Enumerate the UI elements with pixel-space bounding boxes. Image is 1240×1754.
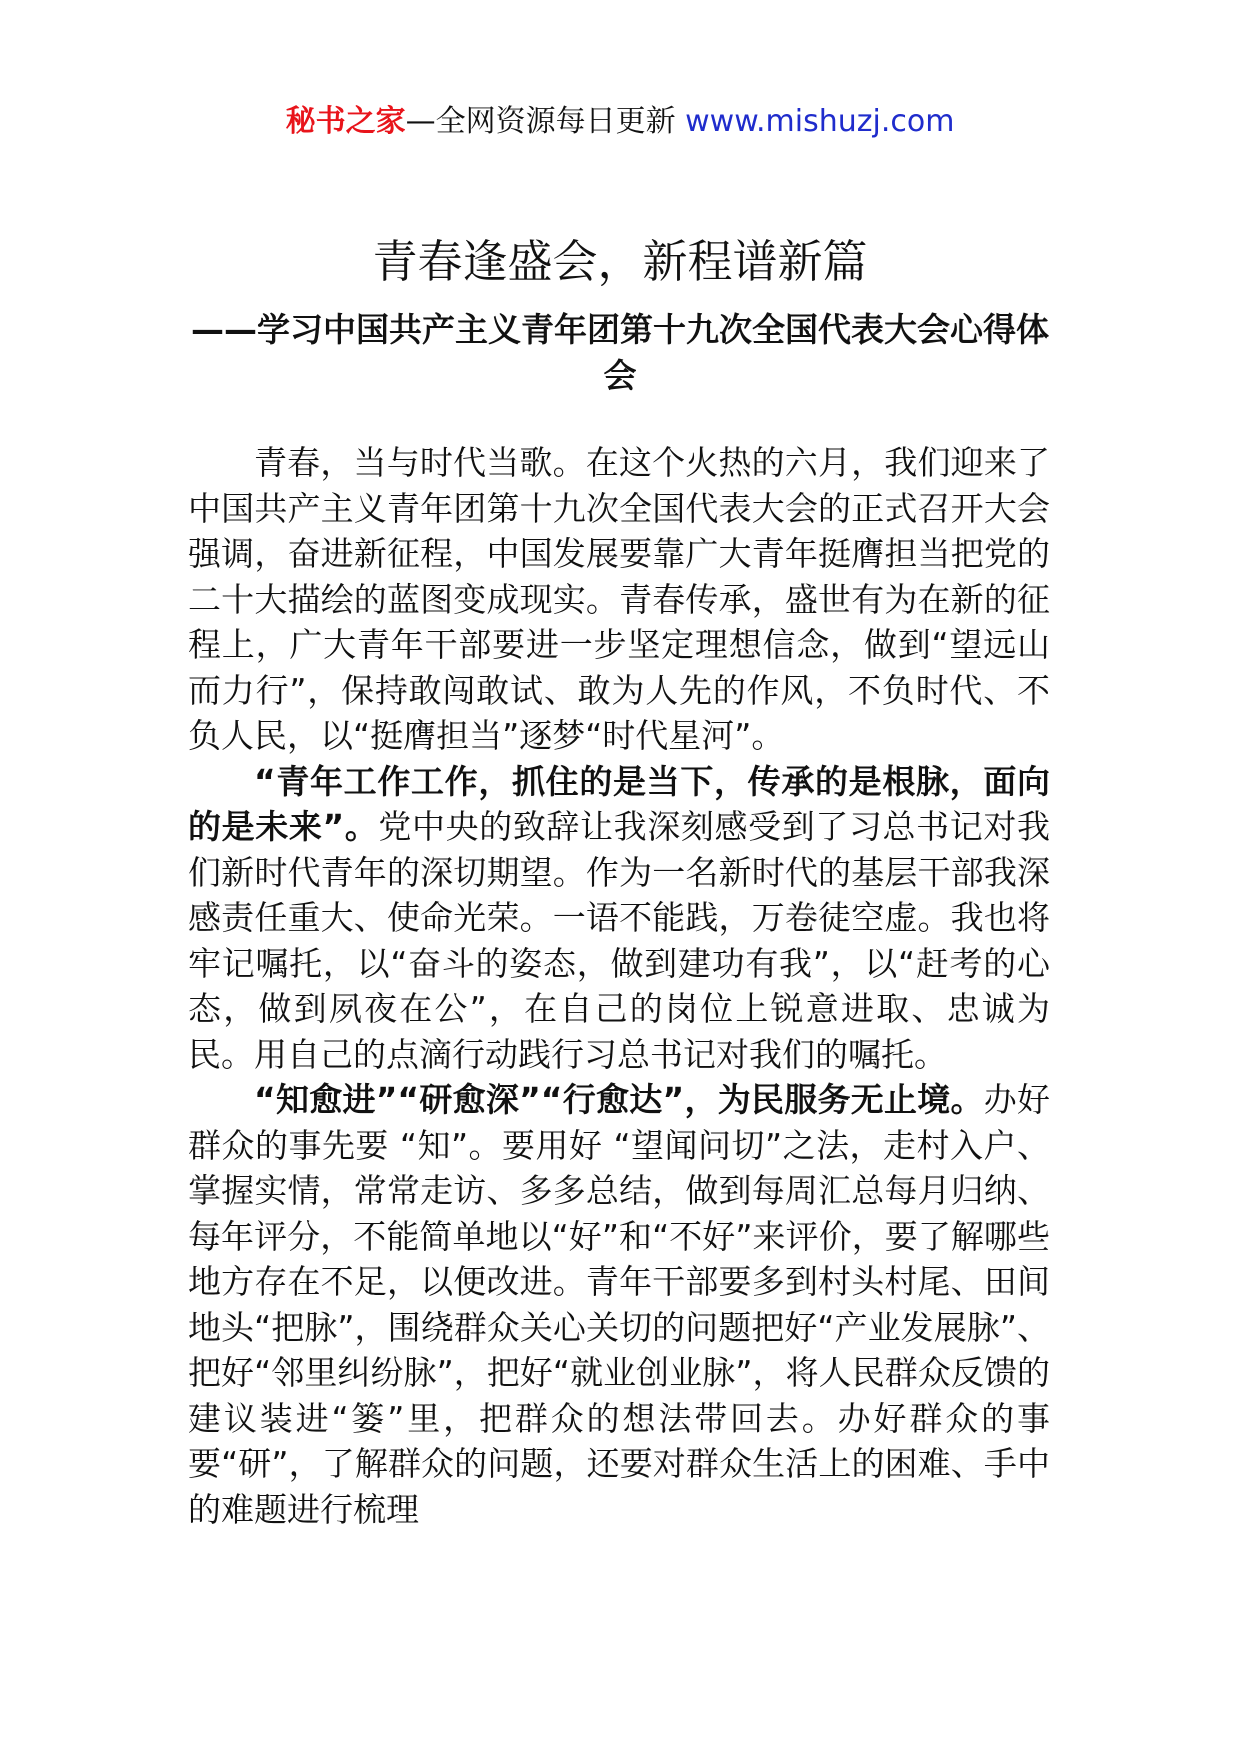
paragraph-3 — [188, 1077, 1050, 1532]
paragraph-2-lead: “青年工作工作，抓住的是当下，传承的是根脉，面向的是未来”。 — [188, 761, 1050, 846]
paragraph-1 — [188, 440, 1050, 759]
article-subtitle: ——学习中国共产主义青年团第十九次全国代表大会心得体会 — [191, 310, 1049, 395]
paragraph-3-text: 办好群众的事先要 “知”。要用好 “望闻问切”之法，走村入户、掌握实情，常常走访、多多总结，做到每周汇总每月归纳、每年评分，不能简单地以“好”和“不好”来评价，要了解哪些地方存在不足，以便改进。青年干部要多到村头村尾、田间地头“把脉”，围绕群众关心关切的问题把好“产业发展脉”、把好“邻里纠纷脉”，把好“就业创业脉”，将人民群众反馈的建议装进“篓”里，把群众的想法带回去。办好群众的事要“研”，了解群众的问题，还要对群众生活上的困难、手中的难题进行梳理 — [188, 1080, 1051, 1529]
paragraph-2-text: 党中央的致辞让我深刻感受到了习总书记对我们新时代青年的深切期望。作为一名新时代的基层干部我深感责任重大、使命光荣。一语不能践，万卷徒空虚。我也将牢记嘱托，以“奋斗的姿态，做到建功有我”，以“赶考的心态，做到夙夜在公”，在自己的岗位上锐意进取、忠诚为民。用自己的点滴行动践行习总书记对我们的嘱托。 — [188, 807, 1051, 1074]
header-tagline: —全网资源每日更新 — [405, 104, 686, 139]
site-header — [0, 100, 1240, 144]
brand-name: 秘书之家 — [285, 104, 406, 139]
paragraph-2 — [188, 759, 1050, 1078]
article-body — [188, 440, 1050, 1532]
article-title: 青春逢盛会，新程谱新篇 — [372, 235, 868, 288]
site-url-link[interactable]: www.mishuzj.com — [685, 104, 955, 139]
paragraph-3-lead: “知愈进”“研愈深”“行愈达”，为民服务无止境。 — [254, 1080, 984, 1119]
paragraph-1-text: 青春，当与时代当歌。在这个火热的六月，我们迎来了中国共产主义青年团第十九次全国代表大会的正式召开大会强调，奋进新征程，中国发展要靠广大青年挺膺担当把党的二十大描绘的蓝图变成现实。青春传承，盛世有为在新的征程上，广大青年干部要进一步坚定理想信念，做到“望远山而力行”，保持敢闯敢试、敢为人先的作风，不负时代、不负人民，以“挺膺担当”逐梦“时代星河”。 — [188, 443, 1050, 755]
